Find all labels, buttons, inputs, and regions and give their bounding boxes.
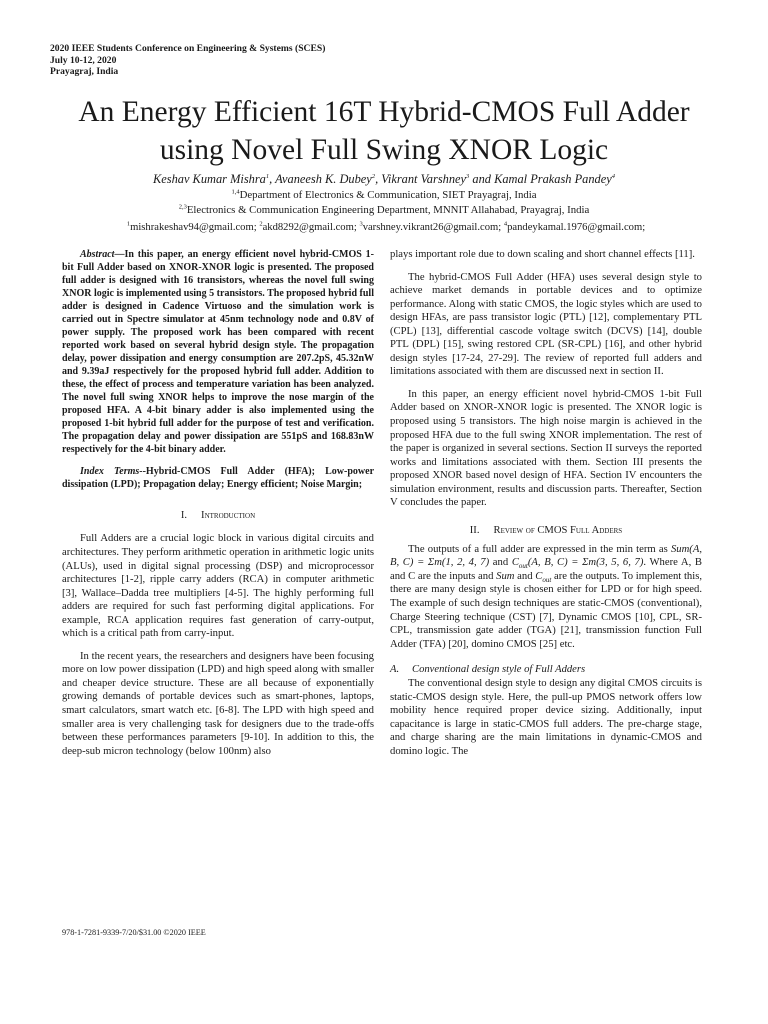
index-terms-label: Index Terms [80,466,140,477]
copyright-footer: 978-1-7281-9339-7/20/$31.00 ©2020 IEEE [62,928,206,937]
math-symbol: C [535,570,543,582]
affiliation-sup: 2,3 [178,203,187,211]
abstract [62,248,374,456]
email-link[interactable]: mishrakeshav94@gmail.com; [130,222,260,233]
subsection-title: Conventional design style of Full Adders [412,664,586,676]
math-subscript: out [542,576,552,585]
paragraph: In this paper, an energy efficient novel hybrid-CMOS 1-bit Full Adder based on XNOR-XNOR logic is presented. The XNOR logic is proposed using 5 transistors. The high noise margin is achieved in the proposed HFA due to the full swing XNOR implementation. The rest of the paper is organized in several sections. Section II surveys the reported works and limitations associated with them. Section III presents the proposed XNOR based novel design of HFA. Section IV encounters the simulation environment, results and discussion parts. Thereafter, Section V concludes the paper. [390,388,702,509]
author-name: , Vikrant Varshney [375,172,467,186]
text-run: The outputs of a full adder are expressed in the min term as [408,543,671,555]
conference-dates: July 10-12, 2020 [50,54,117,66]
affiliation-1 [0,189,768,202]
email-sup: 1 [126,220,131,228]
math-expression: (A, B, C) = Σm(3, 5, 6, 7) [527,557,644,569]
right-column [390,248,702,759]
section-heading [62,509,374,523]
index-terms [62,465,374,491]
author-name: and Kamal Prakash Pandey [469,172,612,186]
subsection-heading [390,663,702,677]
author-list [0,172,768,187]
math-symbol: C [511,557,519,569]
author-sup: 1 [265,172,270,180]
email-link[interactable]: akd8292@gmail.com; [262,222,360,233]
email-link[interactable]: pandeykamal.1976@gmail.com; [507,222,646,233]
author-name: Keshav Kumar Mishra [152,172,266,186]
author-sup: 4 [611,172,616,180]
text-run: and [489,557,512,569]
affiliation-text: Department of Electronics & Communication, SIET Prayagraj, India [239,189,537,201]
paragraph: Full Adders are a crucial logic block in various digital circuits and architectures. They perform arithmetic operation in arithmetic logic units (ALUs), used in digital signal processing (DSP) and microprocessor architectures [1-2], ripple carry adders (RCA) in computer arithmetic [3], Wallace–Dadda tree multipliers [4-5]. The highly performing full adders are required for such fast performing digital applications. For example, RCA application requires fast generation of carry-output, which is a critical path from carry-input. [62,533,374,640]
paragraph: In the recent years, the researchers and designers have been focusing more on low power dissipation (LPD) and high speed along with smaller and cheaper device structure. These are all because of exponentially growing demands of portable devices such as smart-phones, laptops, smart calculators, smart watch etc. [6-8]. The LPD with high speed and smaller area is very challenging task for designers due to the trade-offs between these performances parameters [9-10]. In addition to this, the deep-sub micron technology (below 100nm) also [62,650,374,757]
affiliation-sup: 1,4 [231,188,240,196]
author-sup: 3 [466,172,470,180]
author-sup: 2 [371,172,376,180]
affiliation-text: Electronics & Communication Engineering Department, MNNIT Allahabad, Prayagraj, India [186,204,590,216]
index-terms-text: --Hybrid-CMOS Full Adder (HFA); Low-power dissipation (LPD); Propagation delay; Energy efficient; Noise Margin; [62,466,375,491]
email-link[interactable]: varshney.vikrant26@gmail.com; [362,222,504,233]
section-number: II. [469,524,480,536]
section-title: Introduction [201,510,256,522]
text-run: and [514,570,536,582]
section-number: I. [180,510,188,522]
affiliation-2 [0,204,768,217]
math-symbol: Sum [496,570,515,582]
email-sup: 4 [503,220,508,228]
paper-title-line1: An Energy Efficient 16T Hybrid-CMOS Full Adder [78,96,690,128]
abstract-text: —In this paper, an energy efficient novel hybrid-CMOS 1-bit Full Adder based on XNOR-XNOR logic is presented. The proposed full adder is designed with 16 transistors, whereas the novel full swing XNOR logic is implemented using 5 transistors. The proposed hybrid full adder is designed in Cadence Virtuoso and the simulation work is carried out in Spectre simulator at 45nm technology node and 0.8V of power supply. The proposed work has been compared with recent reported work based on several hybrid design style. The propagation delay, power dissipation and energy consumption are 207.2pS, 45.32nW and 9.39aJ respectively for the proposed hybrid full adder. Addition to these, the effect of process and temperature variation has been analyzed. The novel full swing XNOR helps to improve the nose margin of the proposed HFA. A 4-bit binary adder is also implemented using the proposed 1-bit hybrid full adder for the purpose of test and verification. The propagation delay and power dissipation are 551pS and 168.83nW respectively for the 4-bit binary adder. [62,249,374,455]
paragraph: The hybrid-CMOS Full Adder (HFA) uses several design style to achieve market demands in portable devices and to optimize performance. Along with static CMOS, the logic styles which are used to design HFAs, are pass transistor logic (PTL) [12], complementary PTL (CPL) [13], differential cascode voltage switch (DCVS) [14], double PTL (DPL) [15], swing restored CPL (SR-CPL) [16], and other hybrid design styles [17-24, 27-29]. The review of reported full adders and limitations associated with them are discussed next in section II. [390,271,702,378]
author-name: , Avaneesh K. Dubey [269,172,372,186]
subsection-number: A. [390,664,400,676]
author-emails [36,221,736,234]
left-column [62,248,374,758]
section-title: Review of CMOS Full Adders [493,524,623,536]
math-expression: Sum(A, B, C) = Σm(1, 2, 4, 7) [390,543,702,569]
conference-header [50,43,325,78]
paper-title-line2: using Novel Full Swing XNOR Logic [159,134,609,166]
abstract-label: Abstract [80,249,115,260]
paper-title [0,93,768,169]
text-run: . Where A, B and C are the inputs and [390,557,702,582]
email-sup: 2 [259,220,263,228]
conference-name: 2020 IEEE Students Conference on Engineering & Systems (SCES) [50,43,326,54]
paragraph: The conventional design style to design any digital CMOS circuits is static-CMOS design style. Here, the pull-up PMOS network offers low mobility hence required proper device sizing. Additionally, input capacitance is large in static-CMOS full adders. The pre-charge stage, and charge sharing are the main limitations in dynamic-CMOS and domino logic. The [390,678,702,757]
paragraph [390,543,702,651]
email-sup: 3 [359,220,363,228]
math-subscript: out [518,562,528,571]
section-heading [390,524,702,538]
paragraph: plays important role due to down scaling and short channel effects [11]. [390,249,695,260]
conference-location: Prayagraj, India [50,66,119,78]
text-run: are the outputs. To implement this, there are many design style is chosen either for LPD or for high speed. The example of such design techniques are static-CMOS (conventional), Charge Steering technique (CST) [7], Dynamic CMOS [10], CPL, SR-CPL, transmission gate adder (TGA) [21], transmission function Full Adder (TFA) [20], domino CMOS [25] etc. [390,570,703,650]
